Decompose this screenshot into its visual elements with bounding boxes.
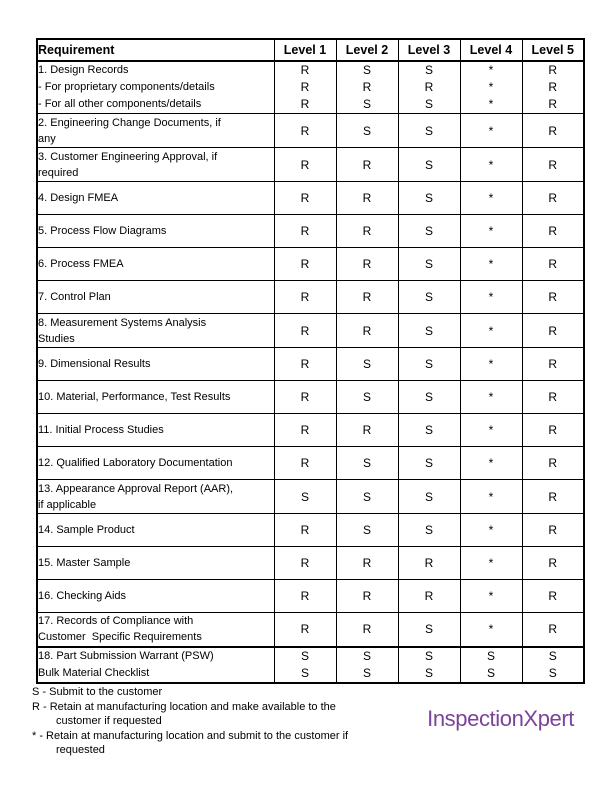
level-3-value-cell: S [398, 248, 460, 281]
legend-item-r [32, 700, 348, 729]
legend-item-asterisk [32, 729, 348, 758]
requirement-cell [37, 248, 274, 281]
legend-item-r-continuation: customer if requested [56, 715, 162, 727]
table-row [37, 114, 584, 148]
level-1-value-cell: R [274, 248, 336, 281]
level-1-value-cell: R [274, 348, 336, 381]
level-4-value-cell [460, 61, 522, 114]
level-5-value-cell: R [522, 580, 584, 613]
level-value-line: S [362, 648, 371, 663]
level-1-value-cell: S [274, 480, 336, 514]
level-2-value-cell [336, 647, 398, 683]
level-1-value-cell: R [274, 547, 336, 580]
requirement-line: 7. Control Plan [38, 291, 111, 303]
requirement-line: 2. Engineering Change Documents, if [38, 116, 221, 129]
column-header-level-2: Level 2 [336, 39, 398, 61]
requirement-cell [37, 514, 274, 547]
level-2-value-cell: R [336, 281, 398, 314]
level-value-line: S [486, 648, 495, 663]
level-1-value-cell: R [274, 182, 336, 215]
level-3-value-cell: R [398, 547, 460, 580]
requirement-line: 3. Customer Engineering Approval, if [38, 150, 218, 163]
requirement-line: Studies [38, 332, 75, 345]
inspectionxpert-logo: InspectionXpert [427, 706, 574, 731]
level-1-value-cell [274, 61, 336, 114]
level-2-value-cell: R [336, 314, 398, 348]
requirement-table-container [36, 38, 585, 684]
requirement-cell [37, 414, 274, 447]
level-1-value-cell [274, 647, 336, 683]
level-2-value-cell: S [336, 514, 398, 547]
level-2-value-cell: S [336, 114, 398, 148]
level-value-line: S [362, 97, 371, 111]
table-row [37, 148, 584, 182]
requirement-line: 10. Material, Performance, Test Results [38, 391, 231, 403]
level-3-value-cell: S [398, 314, 460, 348]
level-5-value-cell: R [522, 182, 584, 215]
level-4-value-cell: * [460, 114, 522, 148]
level-3-value-cell: S [398, 215, 460, 248]
level-1-value-cell: R [274, 613, 336, 647]
level-3-value-cell: S [398, 281, 460, 314]
table-header [37, 39, 584, 61]
level-value-line: * [488, 63, 494, 77]
level-2-value-cell: S [336, 348, 398, 381]
requirement-line: 9. Dimensional Results [38, 358, 151, 370]
requirement-line: 17. Records of Compliance with [38, 615, 194, 628]
table-row [37, 480, 584, 514]
requirement-line: - For proprietary components/details [38, 81, 215, 93]
table-row [37, 514, 584, 547]
level-value-line: R [362, 80, 372, 94]
requirement-cell [37, 480, 274, 514]
level-2-value-cell: R [336, 182, 398, 215]
level-value-line: S [548, 665, 557, 680]
requirement-cell [37, 314, 274, 348]
level-5-value-cell: R [522, 514, 584, 547]
level-1-value-cell: R [274, 414, 336, 447]
level-1-value-cell: R [274, 114, 336, 148]
level-3-value-cell: S [398, 148, 460, 182]
level-value-line: S [300, 665, 309, 680]
level-2-value-cell: R [336, 580, 398, 613]
level-4-value-cell: * [460, 348, 522, 381]
table-row [37, 447, 584, 480]
requirement-line: 1. Design Records [38, 64, 129, 76]
level-4-value-cell: * [460, 314, 522, 348]
level-2-value-cell: R [336, 414, 398, 447]
level-value-line: S [300, 648, 309, 663]
requirement-line: 4. Design FMEA [38, 192, 119, 204]
table-row [37, 182, 584, 215]
legend-item-s [32, 685, 348, 700]
requirement-cell [37, 215, 274, 248]
level-4-value-cell: * [460, 613, 522, 647]
requirement-cell [37, 647, 274, 683]
requirement-line: 12. Qualified Laboratory Documentation [38, 457, 233, 469]
table-header-row [37, 39, 584, 61]
level-5-value-cell [522, 61, 584, 114]
legend-item-asterisk-text: * - Retain at manufacturing location and submit to the customer if [32, 729, 349, 742]
requirement-cell [37, 348, 274, 381]
column-header-level-3: Level 3 [398, 39, 460, 61]
legend [32, 685, 348, 758]
column-header-requirement: Requirement [37, 39, 274, 61]
table-row [37, 381, 584, 414]
level-2-value-cell: S [336, 480, 398, 514]
requirement-line: if applicable [38, 498, 97, 511]
table-row [37, 61, 584, 114]
level-value-line: S [424, 648, 433, 663]
level-5-value-cell: R [522, 547, 584, 580]
requirement-cell [37, 61, 274, 114]
column-header-level-4: Level 4 [460, 39, 522, 61]
level-4-value-cell: * [460, 381, 522, 414]
level-value-line: * [488, 80, 494, 94]
level-1-value-cell: R [274, 215, 336, 248]
level-value-line: S [362, 63, 371, 77]
requirement-line: required [38, 166, 79, 179]
level-2-value-cell: R [336, 613, 398, 647]
table-row [37, 248, 584, 281]
requirement-line: 13. Appearance Approval Report (AAR), [38, 482, 234, 495]
level-5-value-cell [522, 647, 584, 683]
level-5-value-cell: R [522, 215, 584, 248]
level-value-line: R [548, 80, 558, 94]
level-5-value-cell: R [522, 248, 584, 281]
requirement-line: any [38, 132, 56, 145]
level-1-value-cell: R [274, 514, 336, 547]
table-body [37, 61, 584, 683]
level-1-value-cell: R [274, 281, 336, 314]
level-5-value-cell: R [522, 348, 584, 381]
table-row [37, 647, 584, 683]
level-5-value-cell: R [522, 114, 584, 148]
level-value-line: S [424, 97, 433, 111]
table-row [37, 414, 584, 447]
level-1-value-cell: R [274, 148, 336, 182]
level-5-value-cell: R [522, 148, 584, 182]
requirement-cell [37, 547, 274, 580]
requirement-line: - For all other components/details [38, 98, 202, 110]
level-5-value-cell: R [522, 414, 584, 447]
level-value-line: S [424, 665, 433, 680]
level-3-value-cell [398, 647, 460, 683]
level-value-line: S [362, 665, 371, 680]
level-5-value-cell: R [522, 613, 584, 647]
requirement-line: 14. Sample Product [38, 524, 135, 536]
level-value-line: R [300, 63, 310, 77]
level-4-value-cell: * [460, 480, 522, 514]
level-2-value-cell: R [336, 248, 398, 281]
table-row [37, 613, 584, 647]
level-5-value-cell: R [522, 381, 584, 414]
requirement-line: 16. Checking Aids [38, 590, 127, 602]
requirement-table [36, 38, 585, 684]
requirement-line: 18. Part Submission Warrant (PSW) [38, 649, 214, 662]
table-row [37, 281, 584, 314]
requirement-cell [37, 281, 274, 314]
level-1-value-cell: R [274, 580, 336, 613]
requirement-cell [37, 613, 274, 647]
level-4-value-cell [460, 647, 522, 683]
column-header-level-5: Level 5 [522, 39, 584, 61]
requirement-cell [37, 148, 274, 182]
level-2-value-cell: S [336, 447, 398, 480]
level-5-value-cell: R [522, 281, 584, 314]
table-row [37, 348, 584, 381]
level-1-value-cell: R [274, 314, 336, 348]
level-3-value-cell: S [398, 348, 460, 381]
level-3-value-cell: S [398, 182, 460, 215]
table-row [37, 547, 584, 580]
requirement-cell [37, 580, 274, 613]
level-2-value-cell: R [336, 215, 398, 248]
level-3-value-cell: R [398, 580, 460, 613]
level-value-line: R [300, 80, 310, 94]
requirement-line: Bulk Material Checklist [38, 666, 150, 679]
level-4-value-cell: * [460, 248, 522, 281]
level-value-line: R [424, 80, 434, 94]
requirement-line: 15. Master Sample [38, 557, 131, 569]
level-1-value-cell: R [274, 381, 336, 414]
table-row [37, 580, 584, 613]
requirement-line: 8. Measurement Systems Analysis [38, 316, 207, 329]
level-1-value-cell: R [274, 447, 336, 480]
level-3-value-cell [398, 61, 460, 114]
level-3-value-cell: S [398, 447, 460, 480]
requirement-line: 5. Process Flow Diagrams [38, 225, 167, 237]
level-3-value-cell: S [398, 114, 460, 148]
level-value-line: S [424, 63, 433, 77]
level-value-line: R [548, 63, 558, 77]
level-value-line: R [300, 97, 310, 111]
level-4-value-cell: * [460, 514, 522, 547]
legend-item-asterisk-continuation: requested [56, 744, 105, 756]
level-2-value-cell: R [336, 547, 398, 580]
level-3-value-cell: S [398, 381, 460, 414]
level-4-value-cell: * [460, 281, 522, 314]
level-3-value-cell: S [398, 613, 460, 647]
level-3-value-cell: S [398, 414, 460, 447]
level-3-value-cell: S [398, 514, 460, 547]
table-row [37, 215, 584, 248]
requirement-cell [37, 381, 274, 414]
level-value-line: * [488, 97, 494, 111]
level-4-value-cell: * [460, 215, 522, 248]
level-2-value-cell: R [336, 148, 398, 182]
level-4-value-cell: * [460, 414, 522, 447]
level-value-line: S [486, 665, 495, 680]
level-5-value-cell: R [522, 447, 584, 480]
column-header-level-1: Level 1 [274, 39, 336, 61]
level-4-value-cell: * [460, 182, 522, 215]
requirement-line: 6. Process FMEA [38, 258, 124, 270]
level-4-value-cell: * [460, 148, 522, 182]
level-2-value-cell [336, 61, 398, 114]
level-4-value-cell: * [460, 547, 522, 580]
requirement-line: 11. Initial Process Studies [38, 424, 164, 436]
legend-item-r-text: R - Retain at manufacturing location and make available to the [32, 700, 336, 713]
level-value-line: S [548, 648, 557, 663]
level-value-line: R [548, 97, 558, 111]
level-4-value-cell: * [460, 580, 522, 613]
requirement-line: Customer Specific Requirements [38, 631, 202, 644]
table-row [37, 314, 584, 348]
legend-item-s-text: S - Submit to the customer [32, 686, 163, 698]
level-5-value-cell: R [522, 480, 584, 514]
level-5-value-cell: R [522, 314, 584, 348]
requirement-cell [37, 114, 274, 148]
requirement-cell [37, 182, 274, 215]
level-2-value-cell: S [336, 381, 398, 414]
requirement-cell [37, 447, 274, 480]
level-4-value-cell: * [460, 447, 522, 480]
level-3-value-cell: S [398, 480, 460, 514]
